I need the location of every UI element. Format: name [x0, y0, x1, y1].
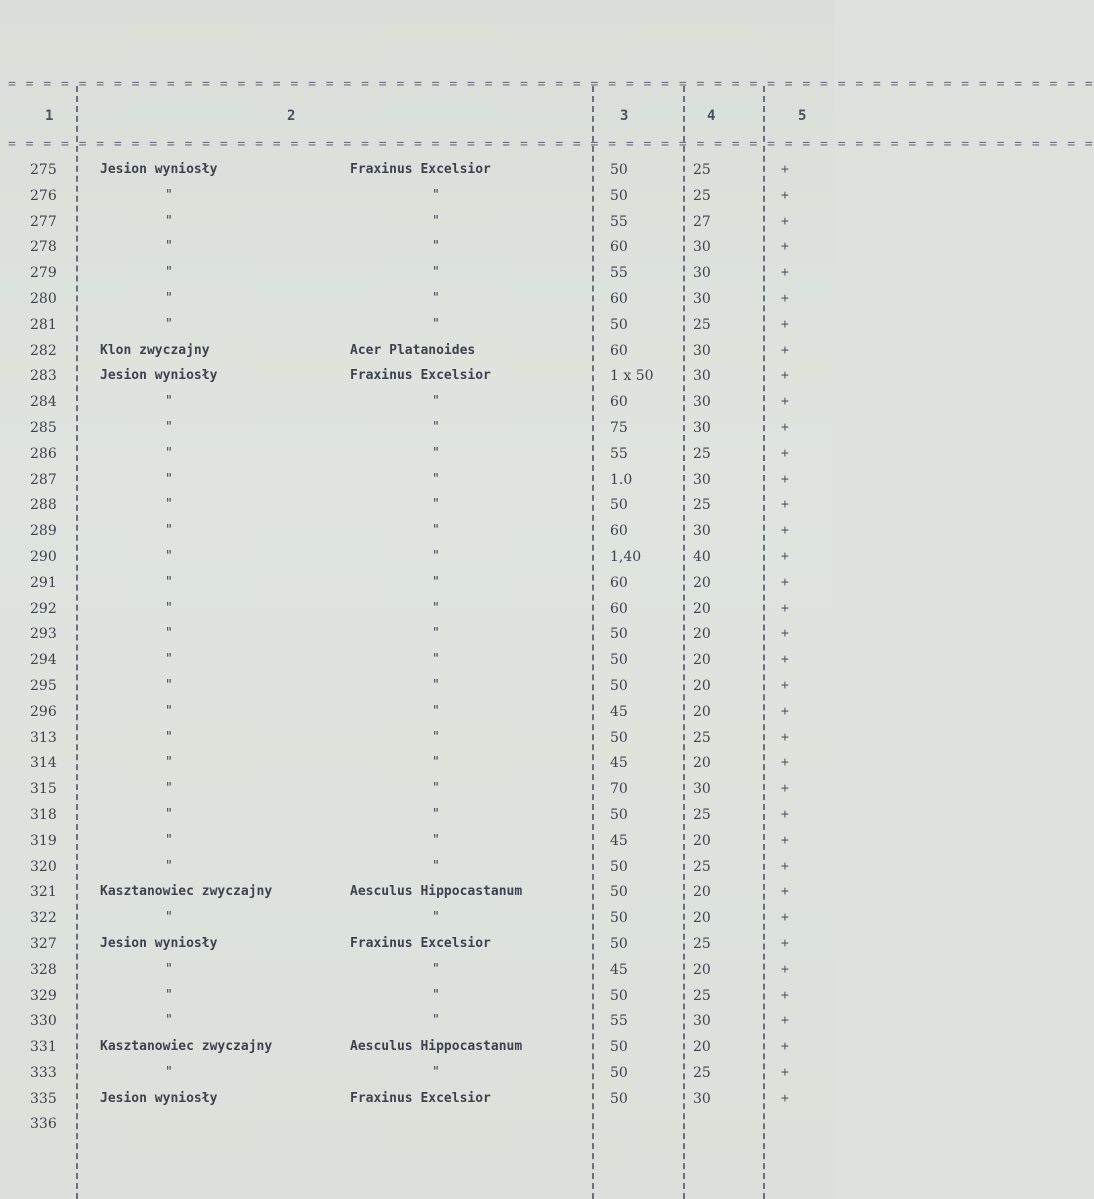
- circumference-value: 50: [610, 858, 628, 875]
- mark-value: +: [781, 961, 789, 977]
- mark-value: +: [781, 213, 789, 229]
- row-number: 275: [30, 162, 57, 178]
- latin-name: ": [432, 497, 440, 513]
- table-row: [0, 829, 834, 855]
- circumference-value: 60: [610, 394, 628, 411]
- row-number: 319: [30, 832, 57, 849]
- row-number: 292: [30, 600, 57, 617]
- mark-value: +: [781, 755, 789, 771]
- table-row: [0, 1061, 834, 1087]
- column-4-value: 25: [693, 445, 711, 462]
- column-4-value: 20: [693, 755, 711, 772]
- circumference-value: 45: [610, 703, 628, 720]
- latin-name: ": [432, 316, 440, 332]
- table-row: [0, 571, 834, 597]
- table-row: [0, 958, 834, 984]
- polish-name: ": [165, 265, 173, 281]
- mark-value: +: [781, 239, 789, 255]
- column-4-value: 25: [693, 806, 711, 823]
- circumference-value: 50: [610, 497, 628, 514]
- mark-value: +: [781, 1064, 789, 1080]
- row-number: 336: [30, 1116, 57, 1133]
- latin-name: ": [432, 445, 440, 461]
- column-4-value: 20: [693, 703, 711, 720]
- column-4-value: 30: [693, 523, 711, 540]
- column-4-value: 20: [693, 574, 711, 591]
- column-4-value: 25: [693, 729, 711, 746]
- latin-name: ": [432, 265, 440, 281]
- circumference-value: 50: [610, 626, 628, 643]
- table-row: [0, 777, 834, 803]
- table-row: [0, 1035, 834, 1061]
- table-row: [0, 1009, 834, 1035]
- row-number: 328: [30, 961, 57, 978]
- circumference-value: 60: [610, 523, 628, 540]
- row-number: 329: [30, 987, 57, 1004]
- latin-name: ": [432, 677, 440, 693]
- row-number: 282: [30, 342, 57, 359]
- row-number: 278: [30, 239, 57, 256]
- column-4-value: 27: [693, 213, 711, 230]
- mark-value: +: [781, 987, 789, 1003]
- polish-name: Kasztanowiec zwyczajny: [100, 884, 273, 900]
- polish-name: Jesion wyniosły: [100, 368, 218, 384]
- table-row: [0, 726, 834, 752]
- polish-name: ": [165, 858, 173, 874]
- polish-name: ": [165, 213, 173, 229]
- column-4-value: 25: [693, 497, 711, 514]
- polish-name: ": [165, 987, 173, 1003]
- polish-name: ": [165, 239, 173, 255]
- polish-name: ": [165, 703, 173, 719]
- mark-value: +: [781, 368, 789, 384]
- circumference-value: 60: [610, 574, 628, 591]
- latin-name: ": [432, 290, 440, 306]
- row-number: 283: [30, 368, 57, 385]
- column-header-4: 4: [707, 108, 716, 124]
- row-number: 286: [30, 445, 57, 462]
- row-number: 293: [30, 626, 57, 643]
- table-row: [0, 803, 834, 829]
- circumference-value: 1 x 50: [610, 368, 654, 385]
- latin-name: ": [432, 523, 440, 539]
- table-row: [0, 235, 834, 261]
- polish-name: ": [165, 523, 173, 539]
- polish-name: ": [165, 961, 173, 977]
- column-4-value: 30: [693, 471, 711, 488]
- column-4-value: 20: [693, 600, 711, 617]
- column-4-value: 25: [693, 935, 711, 952]
- latin-name: Aesculus Hippocastanum: [350, 1039, 523, 1055]
- latin-name: ": [432, 961, 440, 977]
- latin-name: ": [432, 1013, 440, 1029]
- polish-name: Kasztanowiec zwyczajny: [100, 1039, 273, 1055]
- mark-value: +: [781, 445, 789, 461]
- column-header-2: 2: [287, 108, 296, 124]
- circumference-value: 50: [610, 187, 628, 204]
- column-4-value: 30: [693, 419, 711, 436]
- table-row: [0, 468, 834, 494]
- latin-name: ": [432, 213, 440, 229]
- column-4-value: 30: [693, 342, 711, 359]
- mark-value: +: [781, 523, 789, 539]
- circumference-value: 45: [610, 755, 628, 772]
- circumference-value: 45: [610, 961, 628, 978]
- circumference-value: 60: [610, 239, 628, 256]
- table-row: [0, 493, 834, 519]
- polish-name: ": [165, 574, 173, 590]
- row-number: 313: [30, 729, 57, 746]
- column-4-value: 30: [693, 239, 711, 256]
- column-4-value: 30: [693, 265, 711, 282]
- row-number: 294: [30, 652, 57, 669]
- circumference-value: 50: [610, 806, 628, 823]
- circumference-value: 50: [610, 1039, 628, 1056]
- row-number: 322: [30, 910, 57, 927]
- column-4-value: 30: [693, 394, 711, 411]
- mark-value: +: [781, 781, 789, 797]
- column-header-5: 5: [798, 108, 807, 124]
- polish-name: ": [165, 187, 173, 203]
- mark-value: +: [781, 419, 789, 435]
- circumference-value: 50: [610, 935, 628, 952]
- latin-name: ": [432, 652, 440, 668]
- circumference-value: 45: [610, 832, 628, 849]
- polish-name: ": [165, 497, 173, 513]
- polish-name: Jesion wyniosły: [100, 162, 218, 177]
- table-row: [0, 287, 834, 313]
- table-row: [0, 932, 834, 958]
- mark-value: +: [781, 1090, 789, 1106]
- table-row: [0, 855, 834, 881]
- row-number: 315: [30, 781, 57, 798]
- mark-value: +: [781, 1013, 789, 1029]
- column-4-value: 30: [693, 1090, 711, 1107]
- table-row: [0, 1087, 834, 1113]
- polish-name: ": [165, 445, 173, 461]
- latin-name: ": [432, 858, 440, 874]
- row-number: 335: [30, 1090, 57, 1107]
- latin-name: Aesculus Hippocastanum: [350, 884, 523, 900]
- header-bottom-rule: = = = = = = = = = = = = = = = = = = = = = = = = = = = = = = = = = = = = = = = = = = = = = = = = = = = = = = = = = = = = = =: [8, 137, 1094, 152]
- polish-name: ": [165, 600, 173, 616]
- circumference-value: 50: [610, 884, 628, 901]
- row-number: 330: [30, 1013, 57, 1030]
- latin-name: Fraxinus Excelsior: [350, 935, 491, 951]
- circumference-value: 50: [610, 162, 628, 178]
- column-4-value: 25: [693, 162, 711, 178]
- column-4-value: 20: [693, 677, 711, 694]
- polish-name: ": [165, 832, 173, 848]
- mark-value: +: [781, 394, 789, 410]
- column-4-value: 25: [693, 1064, 711, 1081]
- table-row: [0, 648, 834, 674]
- column-4-value: 40: [693, 548, 711, 565]
- table-row: [0, 906, 834, 932]
- circumference-value: 50: [610, 652, 628, 669]
- table-row: [0, 158, 834, 184]
- latin-name: ": [432, 910, 440, 926]
- polish-name: ": [165, 471, 173, 487]
- row-number: 284: [30, 394, 57, 411]
- column-4-value: 30: [693, 1013, 711, 1030]
- mark-value: +: [781, 703, 789, 719]
- circumference-value: 55: [610, 445, 628, 462]
- table-row: [0, 390, 834, 416]
- column-4-value: 25: [693, 858, 711, 875]
- mark-value: +: [781, 187, 789, 203]
- mark-value: +: [781, 290, 789, 306]
- table-row: [0, 700, 834, 726]
- circumference-value: 50: [610, 316, 628, 333]
- table-row: [0, 339, 834, 365]
- circumference-value: 50: [610, 677, 628, 694]
- table-row: [0, 674, 834, 700]
- column-4-value: 25: [693, 187, 711, 204]
- table-row: [0, 313, 834, 339]
- circumference-value: 50: [610, 1064, 628, 1081]
- latin-name: ": [432, 600, 440, 616]
- mark-value: +: [781, 316, 789, 332]
- latin-name: Fraxinus Excelsior: [350, 368, 491, 384]
- row-number: 320: [30, 858, 57, 875]
- polish-name: ": [165, 755, 173, 771]
- table-row: [0, 622, 834, 648]
- polish-name: Klon zwyczajny: [100, 342, 210, 358]
- polish-name: ": [165, 806, 173, 822]
- row-number: 291: [30, 574, 57, 591]
- column-4-value: 20: [693, 884, 711, 901]
- latin-name: ": [432, 806, 440, 822]
- circumference-value: 70: [610, 781, 628, 798]
- mark-value: +: [781, 910, 789, 926]
- latin-name: ": [432, 729, 440, 745]
- row-number: 287: [30, 471, 57, 488]
- latin-name: ": [432, 419, 440, 435]
- table-row: [0, 751, 834, 777]
- mark-value: +: [781, 832, 789, 848]
- polish-name: ": [165, 910, 173, 926]
- circumference-value: 60: [610, 290, 628, 307]
- table-row: [0, 261, 834, 287]
- circumference-value: 55: [610, 265, 628, 282]
- mark-value: +: [781, 497, 789, 513]
- circumference-value: 60: [610, 342, 628, 359]
- table-row: [0, 364, 834, 390]
- row-number: 295: [30, 677, 57, 694]
- column-4-value: 25: [693, 316, 711, 333]
- header-top-rule: = = = = = = = = = = = = = = = = = = = = = = = = = = = = = = = = = = = = = = = = = = = = = = = = = = = = = = = = = = = = = =: [8, 77, 1094, 92]
- latin-name: ": [432, 781, 440, 797]
- row-number: 333: [30, 1064, 57, 1081]
- mark-value: +: [781, 471, 789, 487]
- mark-value: +: [781, 342, 789, 358]
- mark-value: +: [781, 806, 789, 822]
- column-4-value: 30: [693, 368, 711, 385]
- latin-name: Fraxinus Excelsior: [350, 162, 491, 177]
- mark-value: +: [781, 600, 789, 616]
- polish-name: ": [165, 290, 173, 306]
- latin-name: ": [432, 755, 440, 771]
- tree-table-body: [0, 158, 834, 1138]
- circumference-value: 60: [610, 600, 628, 617]
- column-4-value: 20: [693, 626, 711, 643]
- latin-name: ": [432, 832, 440, 848]
- table-row: [0, 442, 834, 468]
- column-4-value: 20: [693, 910, 711, 927]
- table-row: [0, 1112, 834, 1138]
- row-number: 276: [30, 187, 57, 204]
- column-header-1: 1: [45, 108, 54, 124]
- latin-name: Acer Platanoides: [350, 342, 476, 358]
- polish-name: Jesion wyniosły: [100, 1090, 218, 1106]
- row-number: 277: [30, 213, 57, 230]
- column-header-3: 3: [620, 108, 629, 124]
- circumference-value: 1.0: [610, 471, 633, 488]
- table-row: [0, 184, 834, 210]
- row-number: 289: [30, 523, 57, 540]
- circumference-value: 50: [610, 729, 628, 746]
- row-number: 288: [30, 497, 57, 514]
- polish-name: ": [165, 677, 173, 693]
- table-row: [0, 880, 834, 906]
- polish-name: ": [165, 626, 173, 642]
- latin-name: ": [432, 187, 440, 203]
- table-row: [0, 597, 834, 623]
- circumference-value: 50: [610, 910, 628, 927]
- mark-value: +: [781, 935, 789, 951]
- row-number: 327: [30, 935, 57, 952]
- latin-name: Fraxinus Excelsior: [350, 1090, 491, 1106]
- latin-name: ": [432, 471, 440, 487]
- polish-name: ": [165, 729, 173, 745]
- row-number: 314: [30, 755, 57, 772]
- row-number: 285: [30, 419, 57, 436]
- polish-name: ": [165, 548, 173, 564]
- circumference-value: 1,40: [610, 548, 642, 565]
- mark-value: +: [781, 884, 789, 900]
- latin-name: ": [432, 394, 440, 410]
- mark-value: +: [781, 858, 789, 874]
- row-number: 318: [30, 806, 57, 823]
- circumference-value: 75: [610, 419, 628, 436]
- column-4-value: 30: [693, 290, 711, 307]
- latin-name: ": [432, 987, 440, 1003]
- polish-name: ": [165, 1064, 173, 1080]
- polish-name: ": [165, 419, 173, 435]
- latin-name: ": [432, 239, 440, 255]
- table-row: [0, 519, 834, 545]
- polish-name: Jesion wyniosły: [100, 935, 218, 951]
- circumference-value: 50: [610, 1090, 628, 1107]
- mark-value: +: [781, 652, 789, 668]
- latin-name: ": [432, 703, 440, 719]
- mark-value: +: [781, 548, 789, 564]
- row-number: 331: [30, 1039, 57, 1056]
- mark-value: +: [781, 574, 789, 590]
- mark-value: +: [781, 1039, 789, 1055]
- column-4-value: 30: [693, 781, 711, 798]
- table-row: [0, 984, 834, 1010]
- column-4-value: 20: [693, 1039, 711, 1056]
- mark-value: +: [781, 729, 789, 745]
- row-number: 296: [30, 703, 57, 720]
- column-4-value: 20: [693, 652, 711, 669]
- row-number: 281: [30, 316, 57, 333]
- polish-name: ": [165, 652, 173, 668]
- polish-name: ": [165, 1013, 173, 1029]
- column-4-value: 20: [693, 832, 711, 849]
- latin-name: ": [432, 574, 440, 590]
- polish-name: ": [165, 394, 173, 410]
- circumference-value: 55: [610, 1013, 628, 1030]
- column-4-value: 25: [693, 987, 711, 1004]
- column-4-value: 20: [693, 961, 711, 978]
- row-number: 321: [30, 884, 57, 901]
- latin-name: ": [432, 1064, 440, 1080]
- table-row: [0, 416, 834, 442]
- row-number: 290: [30, 548, 57, 565]
- latin-name: ": [432, 548, 440, 564]
- mark-value: +: [781, 265, 789, 281]
- polish-name: ": [165, 781, 173, 797]
- polish-name: ": [165, 316, 173, 332]
- row-number: 280: [30, 290, 57, 307]
- latin-name: ": [432, 626, 440, 642]
- mark-value: +: [781, 162, 789, 177]
- circumference-value: 50: [610, 987, 628, 1004]
- row-number: 279: [30, 265, 57, 282]
- circumference-value: 55: [610, 213, 628, 230]
- table-row: [0, 210, 834, 236]
- mark-value: +: [781, 677, 789, 693]
- mark-value: +: [781, 626, 789, 642]
- table-row: [0, 545, 834, 571]
